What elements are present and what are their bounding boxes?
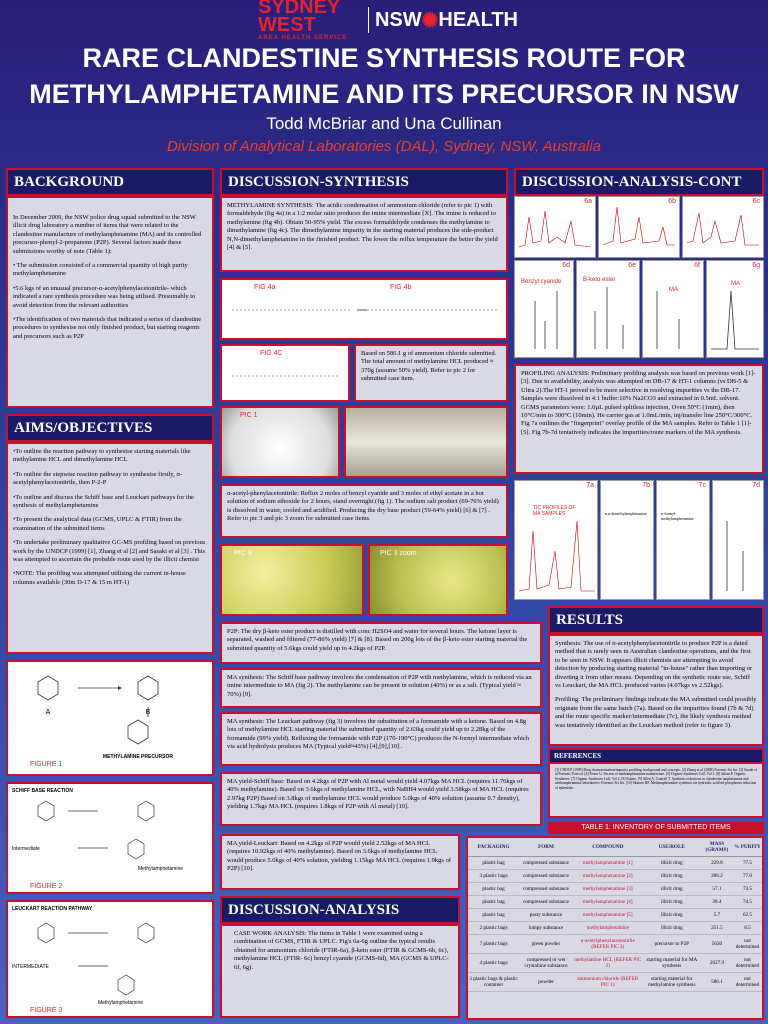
table-cell: green powder <box>519 935 573 954</box>
table-cell: 4 plastic bags <box>468 954 519 973</box>
spectrum-6c: 6c <box>682 196 764 258</box>
discussion-analysis-cont-heading: DISCUSSION-ANALYSIS-CONT <box>514 168 764 196</box>
fig-4c-label: FIG 4C <box>260 350 283 357</box>
table-row <box>468 883 762 896</box>
table-cell: methylamphetamine [3] <box>573 883 643 896</box>
background-bullet: •The identification of two materials that indicated a series of clandestine procedures to synthesise not only finished product, but starting reagents and precursors such as P2P <box>13 316 202 340</box>
table-cell: 77.0 <box>733 870 762 883</box>
table-cell: not determined <box>733 935 762 954</box>
figure-1-label-b: B <box>145 709 151 716</box>
table-cell: 586.1 <box>701 973 733 992</box>
spectra-row-3 <box>514 480 764 600</box>
aim-item: •To outline the stepwise reaction pathway to synthesise firstly, α-acetylphenylacetonitrile, then P-2-P <box>13 470 183 487</box>
table-cell: illicit drug <box>643 896 701 909</box>
table-cell: not determined <box>733 954 762 973</box>
pic-1 <box>220 406 340 478</box>
table-cell: methylamphetamine [5] <box>573 909 643 922</box>
table-cell: 57.1 <box>701 883 733 896</box>
background-text <box>6 196 214 408</box>
p2p-text: P2P: The dry β-keto ester product is distilled with conc H2SO4 and water for several hours. The ketone layer is separated, washed and filtered (77-86% yield) [7] & [8]. Based on 200g lots of the β-keto ester starting material the submitted quantity of 5.6kgs could yield up to 4.2kgs of P2P. <box>220 622 542 664</box>
discussion-synthesis-heading: DISCUSSION-SYNTHESIS <box>220 168 508 196</box>
pic-3 <box>220 544 364 616</box>
spectrum-6a: 6a <box>514 196 596 258</box>
ammonium-chloride-note: Based on 586.1 g of ammonium chloride submitted. The total amount of methylamine HCL produced ≈ 370g (assume 50% yield). Refer to pic 2 for submitted case item. <box>354 344 508 402</box>
table-cell: compressed substance <box>519 857 573 870</box>
results-heading: RESULTS <box>548 606 764 634</box>
table-row <box>468 922 762 935</box>
table-cell: 206.2 <box>701 870 733 883</box>
table-cell: 5630 <box>701 935 733 954</box>
table-cell: starting material for MA synthesis <box>643 954 701 973</box>
table-cell: 5.7 <box>701 909 733 922</box>
results-text <box>548 634 764 746</box>
logo-divider <box>368 7 369 33</box>
acetyl-phenylacetonitrile-text: α-acetyl-phenylacetonitrile: Reflux 2 moles of benzyl cyanide and 3 moles of ethyl acetate in a hot solution of sodium ethoxide for 2 hours, stand overnight (fig 1). The sodium salt product (69-76% yield) is dissolved in water, cooled and acidified. Producing the dry base product (59-64% yield) [6] & [7] . Refer to pic 3 and pic 3 zoom for submitted case items. <box>220 484 508 538</box>
schiff-intermediate: Intermediate <box>12 846 40 852</box>
spectrum-6g: 6g MA <box>706 260 764 358</box>
discussion-analysis-heading: DISCUSSION-ANALYSIS <box>220 896 460 924</box>
fig-4c <box>220 344 350 402</box>
spectrum-6e: 6e B-keto ester <box>576 260 640 358</box>
poster-title: RARE CLANDESTINE SYNTHESIS ROUTE FOR METHYLAMPHETAMINE AND ITS PRECURSOR IN NSW <box>29 43 739 109</box>
waratah-icon: ✺ <box>421 9 439 32</box>
figure-1-label-a: A <box>45 709 51 716</box>
ma-yield-schiff-text: MA yield-Schiff base: Based on 4.2kgs of P2P with Al metal would yield 4.07kgs MA HCL (requires 11.76kgs of 40% methylamine). Based on 3.6kgs of methylamine HCL, with NaBH4 would yield 3.58kgs of MA HCL (requires 2.97kg P2P) Based on 3.8kgs of methylamine HCL would produce 5.0kgs of 40% solution (assume 0.7 density), yielding 1.7kgs MA HCL (requires 1.8kgs of P2P with Al metal) [10]. <box>220 772 542 826</box>
table-cell: powder <box>519 973 573 992</box>
aims-text <box>6 442 214 654</box>
ma-yield-leuckart-text: MA yield-Leuckart: Based on 4.2kgs of P2P would yield 2.52kgs of MA HCL (requires 10.92kgs of 40% methylamine). Based on 3.6kgs of methylamine HCL would produce 5.0kgs of 40% solution, yielding 1.15kgs MA HCL (requires 1.9kgs of P2P) [10]. <box>220 834 460 890</box>
leuckart-product: Methylamphetamine <box>98 1000 144 1006</box>
table-cell: plastic bag <box>468 883 519 896</box>
table-cell: compressed substance <box>519 883 573 896</box>
table-cell: lumpy substance <box>519 922 573 935</box>
table-header-cell: COMPOUND <box>573 838 643 857</box>
table-cell: ammonium chloride (REFER PIC 1) <box>573 973 643 992</box>
table-header-cell: MASS (GRAMS) <box>701 838 733 857</box>
table-cell: 77.5 <box>733 857 762 870</box>
table-cell: 229.8 <box>701 857 733 870</box>
table-row <box>468 935 762 954</box>
background-heading: BACKGROUND <box>6 168 214 196</box>
table-cell: methylamphetamine [1] <box>573 857 643 870</box>
table-cell: illicit drug <box>643 870 701 883</box>
table-cell: methylamine HCL (REFER PIC 2) <box>573 954 643 973</box>
spectrum-7a: 7a TIC PROFILES OF MA SAMPLES <box>514 480 598 600</box>
ma-synthesis-schiff-text: MA synthesis: The Schiff base pathway involves the condensation of P2P with methylamine, which is reduced via an imine intermediate to MA (fig 2). The methylamine can be present in solution (40%) or as a salt. (Typical yield ≈ 70%) [9]. <box>220 668 542 708</box>
table-row <box>468 909 762 922</box>
aim-item: •To undertake preliminary qualitative GC-MS profiling based on previous work by the UNDCP (1999) [1], Zhang et al [2] and Sasaki et al [3] . This was attempted to ascertain the probable route used by the illicit chemist <box>13 539 206 564</box>
aims-heading: AIMS/OBJECTIVES <box>6 414 214 442</box>
background-paragraph: In December 2009, the NSW police drug squad submitted to the NSW illicit drug laboratory a number of items that were related to the clandestine manufacture of methylamphetamine (MA) and its controlled precursor-phenyl-2-propanone (P2P). Several factors made these submissions worthy of note (Table 1): <box>13 214 202 255</box>
table-title: TABLE 1: INVENTORY OF SUBMITTED ITEMS <box>548 822 764 834</box>
spectra-row-2 <box>514 260 764 358</box>
authors: Todd McBriar and Una Cullinan <box>266 114 502 133</box>
fig-4a-label: FIG 4a <box>254 284 276 291</box>
table-cell: 2 plastic bags <box>468 922 519 935</box>
spectrum-7c: 7c n-formyl-methylamphetamine <box>656 480 710 600</box>
leuckart-intermediate: INTERMEDIATE <box>12 964 49 970</box>
spectrum-7b: 7b n,n-dimethylamphetamine <box>600 480 654 600</box>
table-cell: methylamphetamine [2] <box>573 870 643 883</box>
aim-item: •NOTE: The profiling was attempted utilising the current in-house columns available (30m D-17 & 15 m HT-1) <box>13 570 186 586</box>
table-header-cell: FORM <box>519 838 573 857</box>
background-bullet: •5.6 kgs of an unusual precursor-α-acetylphenylacetonitrile- which indicated a rare synthesis procedure was being utilised. Presumably to avoid detection from the relevant authorities <box>13 284 196 309</box>
table-row <box>468 896 762 909</box>
table-cell: starting material for methylamine synthesis <box>643 973 701 992</box>
table-cell: 3 plastic bags & plastic container <box>468 973 519 992</box>
table-cell: 8.5 <box>733 922 762 935</box>
table-cell: plastic bag <box>468 909 519 922</box>
pic-2 <box>344 406 508 478</box>
table-cell: illicit drug <box>643 883 701 896</box>
fig-4a-4b <box>220 278 508 340</box>
spectrum-6b: 6b <box>598 196 680 258</box>
table-cell: plastic bag <box>468 857 519 870</box>
figure-2 <box>6 782 214 894</box>
table-cell: methylamphetamine [4] <box>573 896 643 909</box>
table-cell: precursor to P2P <box>643 935 701 954</box>
spectrum-6d: 6d Benzyl cyanide <box>514 260 574 358</box>
table-cell: 7 plastic bags <box>468 935 519 954</box>
division: Division of Analytical Laboratories (DAL), Sydney, NSW, Australia <box>166 138 602 155</box>
figure-2-label: FIGURE 2 <box>30 883 63 890</box>
nsw-health-logo: NSW ✺ HEALTH <box>374 8 518 32</box>
figure-3-diagram <box>8 902 212 1016</box>
schiff-product: Methylamphetamine <box>138 866 184 872</box>
table-row <box>468 857 762 870</box>
table-header-cell: USE/ROLE <box>643 838 701 857</box>
figure-2-diagram <box>8 784 212 892</box>
table-body <box>468 857 762 992</box>
spectrum-6f: 6f MA <box>642 260 704 358</box>
table-cell: 62.5 <box>733 909 762 922</box>
table-row <box>468 870 762 883</box>
logo <box>258 0 518 41</box>
table-cell: plastic bag <box>468 896 519 909</box>
table-row <box>468 973 762 992</box>
table-cell: 2627.9 <box>701 954 733 973</box>
figure-3-label: FIGURE 3 <box>30 1007 63 1014</box>
table-header-cell: % PURITY <box>733 838 762 857</box>
table-cell: illicit drug <box>643 922 701 935</box>
pic-1-label: PIC 1 <box>240 412 258 419</box>
aim-item: •To outline and discuss the Schiff base and Leuckart pathways for the synthesis of methylamphetamine <box>13 493 194 510</box>
schiff-base-label: SCHIFF BASE REACTION <box>12 788 73 794</box>
table-cell: pasty substance <box>519 909 573 922</box>
ma-synthesis-leuckart-text: MA synthesis: The Leuckart pathway (fig 3) involves the substitution of a formamide with a ketone. Based on 4.8g lots of methylamine HCL starting material the submitted quantity of 2.63kg could yield up to 2.28kg of the formamide (99% yield). Refluxing the formamide with P2P (170-190°C) produces the N-formyl intermediate which via acid hydrolysis produces MA (Typical yield≈43%) [4],[9],[10] . <box>220 712 542 766</box>
table-cell: 74.5 <box>733 896 762 909</box>
background-bullet: • The submission consisted of a commercial quantity of high purity methylamphetamine <box>13 262 188 278</box>
references-list: [1] UNDCP (1999) Drug characterization/impurity profiling, background and concepts. [2] Zhang et al (2008) Forensic Sci Int. [3] Sasaki et al Forensic Toxicol. [4] Fester U. Secrets of methamphetamine manufacture. [5] Organic Syntheses Coll. Vol 1. [6] Julian P. Organic Syntheses. [7] Organic Syntheses Coll. Vol 2. [8] Kalant. [9] Allen A, Cantrell T. Synthetic reductions in clandestine amphetamine and methamphetamine laboratories. Forensic Sci Int. [10] Skinner HF. Methamphetamine synthesis via hydriodic acid/red phosphorus reduction of ephedrine. <box>548 762 764 818</box>
table-cell: 73.5 <box>733 883 762 896</box>
table-cell: 3 plastic bags <box>468 870 519 883</box>
table-cell: compressed substance <box>519 896 573 909</box>
table-cell: compressed substance <box>519 870 573 883</box>
table-header-row <box>468 838 762 857</box>
table-row <box>468 954 762 973</box>
spectrum-7d: 7d <box>712 480 764 600</box>
table-cell: compressed or wet crystalline substance <box>519 954 573 973</box>
leuckart-label: LEUCKART REACTION PATHWAY <box>12 906 93 912</box>
methylamine-synthesis-text: METHYLAMINE SYNTHESIS: The acidic condensation of ammonium chloride (refer to pic 1) with formaldehyde (fig 4a) in a 1:2 molar ratio produces the imine intermediate [X]. The imine is reduced to methylamine (fig 4b). Obtain 50-95% yield. The excess formaldehyde condenses the methylamine to dimethylamine (fig 4c). The dimethylamine impurity in the starting material produces the side-product N,N-dimethylamphetamine in the finished product. The lower the reflux temperature the better the yield [4] & [5]. <box>220 196 508 272</box>
table-cell: illicit drug <box>643 857 701 870</box>
table-cell: methylamphetamine <box>573 922 643 935</box>
fig-4b-label: FIG 4b <box>390 284 412 291</box>
case-work-text: CASE WORK ANALYSIS: The items in Table 1 were examined using a combination of GCMS, FTIR & UPLC. Fig's 6a-6g outline the typical results obtained for ammonium chloride (FTIR-6a), β-keto ester (FTIR & GCMS-6b, 6c), methylamine HCL (FTIR- 6c) benzyl cyanide (GCMS-6d), MA (GCMS & UPLC-6f, 6g). <box>220 924 460 1018</box>
pic-3-zoom <box>368 544 508 616</box>
results-profiling: Profiling: The preliminary findings indicate the MA submitted could possibly originate from the same batch (7a). Based on the impurities found (7b & 7d) and the route specific marker/intermediate (7c), the likely synthesis method was tentatively identified as the Leuckart method (refer to figure 3). <box>555 696 757 729</box>
figure-1-diagram <box>8 662 212 774</box>
table-cell: α-acetylphenylacetonitrile (REFER PIC 3) <box>573 935 643 954</box>
aim-item: •To present the analytical data (GCMS, UPLC & FTIR) from the examination of the submitted items <box>13 516 182 532</box>
pic-3-zoom-label: PIC 3 zoom <box>380 550 417 557</box>
figure-1-caption-text: METHYLAMINE PRECURSOR <box>102 754 174 760</box>
table-header-cell: PACKAGING <box>468 838 519 857</box>
spectra-row-1 <box>514 196 764 258</box>
figure-3 <box>6 900 214 1018</box>
figure-1-label: FIGURE 1 <box>30 761 63 768</box>
table-cell: 251.5 <box>701 922 733 935</box>
inventory-table <box>466 836 764 1020</box>
table-cell: not determined <box>733 973 762 992</box>
profiling-analysis-text: PROFILING ANALYSIS: Preliminary profiling analysis was based on previous work [1]-[3]. Due to availability, analysis was attempted on DB-17 & HT-1 columns (vs DB-5 & Ultra 2).The HT-1 proved to be more selective in resolving impurities vs the DB-17. Samples were dissolved in 4:1 buffer:10% Na2CO3 and extracted in 0.5mL solvent. GCMS parameters were: 1.0µL pulsed splitless injection, Oven 50°C (1min), then 10°C/min to 300°C (10min). He carrier gas at 1.0mL/min, inj/transfer line 250°C/300°C. Fig 7a outlines the "fingerprint" overlay profile of the MA samples. Refer to Table 1 [1]-[5]. Fig 7b-7d tentatively indicates the impurities/route markers of the MA synthesis. <box>514 364 764 474</box>
references-heading: REFERENCES <box>548 748 764 764</box>
aim-item: •To outline the reaction pathway to synthesise starting materials like methylamine HCL and dimethylamine HCL <box>13 448 191 464</box>
pic-3-label: PIC 3 <box>234 550 252 557</box>
fig-4c-reaction <box>222 346 348 400</box>
table-cell: illicit drug <box>643 909 701 922</box>
results-synthesis: Synthesis: The use of α-acetylphenylacetonitrile to produce P2P is a dated method that is rarely seen in Australian clandestine operations, and the first to be seen in NSW. It appears illicit chemists are attempting to avoid detection by producing starting material "in-house" rather than importing or diverting it from other means. Depending on the synthetic route use, Schiff vs Leuckart, the MA HCL produced varies (4.07kgs vs 2.52kgs). <box>555 640 753 690</box>
figure-1 <box>6 660 214 776</box>
sydney-west-logo: SYDNEY WEST AREA HEALTH SERVICE <box>258 0 348 41</box>
table-cell: 28.4 <box>701 896 733 909</box>
